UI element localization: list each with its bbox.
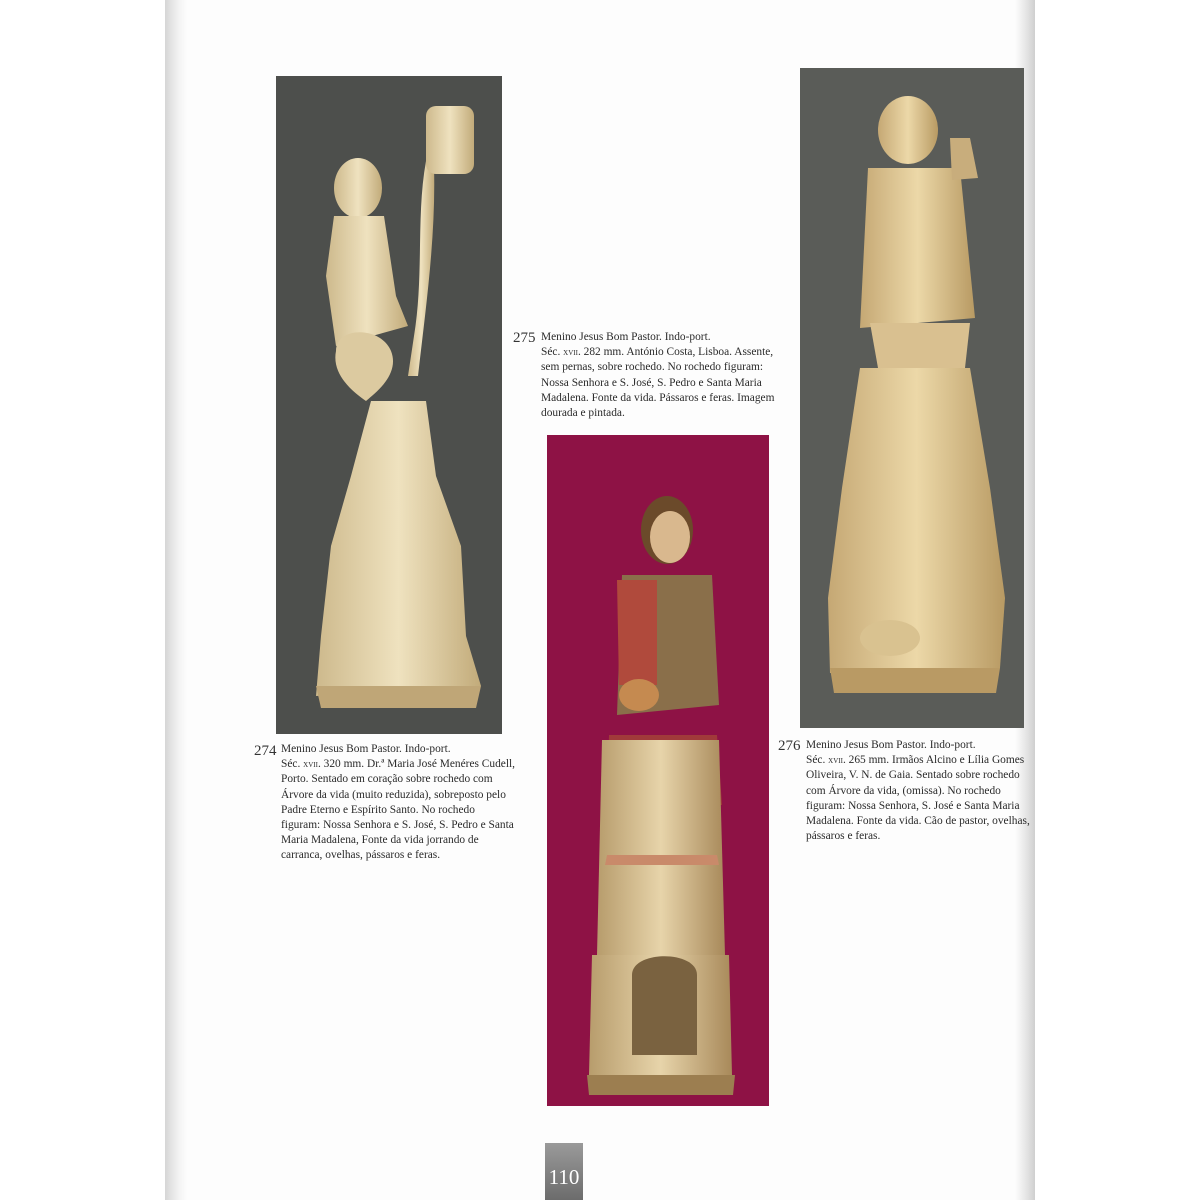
- catalog-number-275: 275: [513, 330, 536, 346]
- photo-275-painted-good-shepherd: [547, 435, 769, 1106]
- caption-274-century: xvii: [303, 759, 318, 771]
- caption-276-title: Menino Jesus Bom Pastor. Indo-port.: [806, 739, 976, 751]
- catalog-number-276: 276: [778, 738, 801, 754]
- caption-274-details: . 320 mm. Dr.ª Maria José Menéres Cudell, Porto. Sentado em coração sobre rochedo com Árvore da vida (muito reduzida), sobreposto pelo Padre Eterno e Espírito Santo. No rochedo figuram: Nossa Senhora e S. José, S. Pedro e Santa Maria Madalena, Fonte da vida jorrando de carranca, ovelhas, pássaros e feras.: [281, 758, 516, 862]
- page-gutter-shadow: [165, 0, 187, 1200]
- caption-275-title: Menino Jesus Bom Pastor. Indo-port.: [541, 331, 711, 343]
- caption-276-century-prefix: Séc.: [806, 754, 829, 767]
- caption-275-century-prefix: Séc.: [541, 346, 564, 359]
- caption-275: [513, 330, 781, 421]
- photo-274-ivory-good-shepherd: [276, 76, 502, 734]
- catalog-number-274: 274: [254, 743, 277, 759]
- caption-274: [254, 742, 516, 864]
- caption-276: [778, 738, 1036, 844]
- caption-275-century: xvii: [563, 347, 578, 359]
- caption-274-century-prefix: Séc.: [281, 758, 304, 771]
- caption-276-details: . 265 mm. Irmãos Alcino e Lília Gomes Oliveira, V. N. de Gaia. Sentado sobre rochedo com Árvore da vida, (omissa). No rochedo figuram: Nossa Senhora, S. José e Santa Maria Madalena. Fonte da vida. Cão de pastor, ovelhas, pássaros e feras.: [806, 754, 1030, 843]
- caption-275-details: . 282 mm. António Costa, Lisboa. Assente, sem pernas, sobre rochedo. No rochedo figuram: Nossa Senhora e S. José, S. Pedro e Santa Maria Madalena. Fonte da vida. Pássaros e feras. Imagem dourada e pintada.: [541, 346, 775, 420]
- caption-274-title: Menino Jesus Bom Pastor. Indo-port.: [281, 743, 451, 755]
- photo-276-ivory-good-shepherd: [800, 68, 1024, 728]
- caption-276-century: xvii: [828, 755, 843, 767]
- page-number: 110: [545, 1143, 583, 1200]
